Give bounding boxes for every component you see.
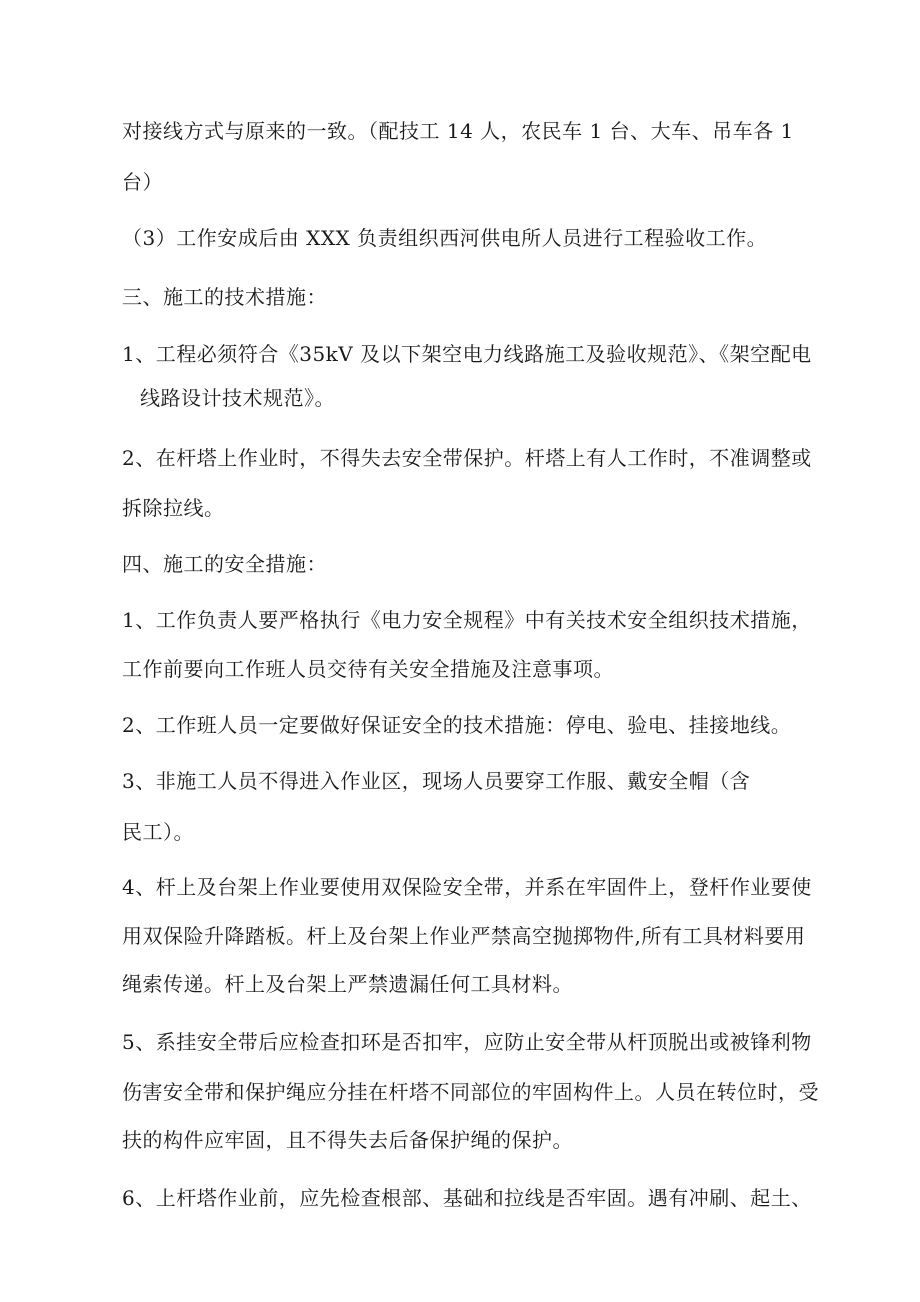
paragraph-line: （3）工作安成后由 XXX 负责组织西河供电所人员进行工程验收工作。 xyxy=(122,226,768,250)
paragraph-line: 6、上杆塔作业前，应先检查根部、基础和拉线是否牢固。遇有冲刷、起土、 xyxy=(122,1186,812,1210)
paragraph-line: 伤害安全带和保护绳应分挂在杆塔不同部位的牢固构件上。人员在转位时，受 xyxy=(122,1080,819,1104)
paragraph-line: 2、工作班人员一定要做好保证安全的技术措施：停电、验电、挂接地线。 xyxy=(122,713,792,737)
paragraph-line: 绳索传递。杆上及台架上严禁遗漏任何工具材料。 xyxy=(122,972,573,996)
paragraph-line: 用双保险升降踏板。杆上及台架上作业严禁高空抛掷物件,所有工具材料要用 xyxy=(122,924,806,948)
section-heading-technical: 三、施工的技术措施： xyxy=(122,285,327,309)
paragraph-line: 5、系挂安全带后应检查扣环是否扣牢，应防止安全带从杆顶脱出或被锋利物 xyxy=(122,1030,812,1054)
paragraph-line: 工作前要向工作班人员交待有关安全措施及注意事项。 xyxy=(122,657,614,681)
paragraph-line: 线路设计技术规范》。 xyxy=(140,386,335,410)
paragraph-line: 3、非施工人员不得进入作业区，现场人员要穿工作服、戴安全帽（含 xyxy=(122,769,751,793)
paragraph-line: 扶的构件应牢固，且不得失去后备保护绳的保护。 xyxy=(122,1128,573,1152)
paragraph-line: 1、工程必须符合《35kV 及以下架空电力线路施工及验收规范》、《架空配电 xyxy=(122,342,812,366)
paragraph-line: 2、在杆塔上作业时，不得失去安全带保护。杆塔上有人工作时，不准调整或 xyxy=(122,446,812,470)
paragraph-line: 4、杆上及台架上作业要使用双保险安全带，并系在牢固件上，登杆作业要使 xyxy=(122,875,812,899)
paragraph-line: 拆除拉线。 xyxy=(122,496,225,520)
paragraph-line: 对接线方式与原来的一致。（配技工 14 人，农民车 1 台、大车、吊车各 1 xyxy=(122,119,794,143)
paragraph-line: 民工）。 xyxy=(122,820,194,844)
section-heading-safety: 四、施工的安全措施： xyxy=(122,552,327,576)
paragraph-line: 1、工作负责人要严格执行《电力安全规程》中有关技术安全组织技术措施， xyxy=(122,608,812,632)
paragraph-line: 台） xyxy=(122,170,163,194)
